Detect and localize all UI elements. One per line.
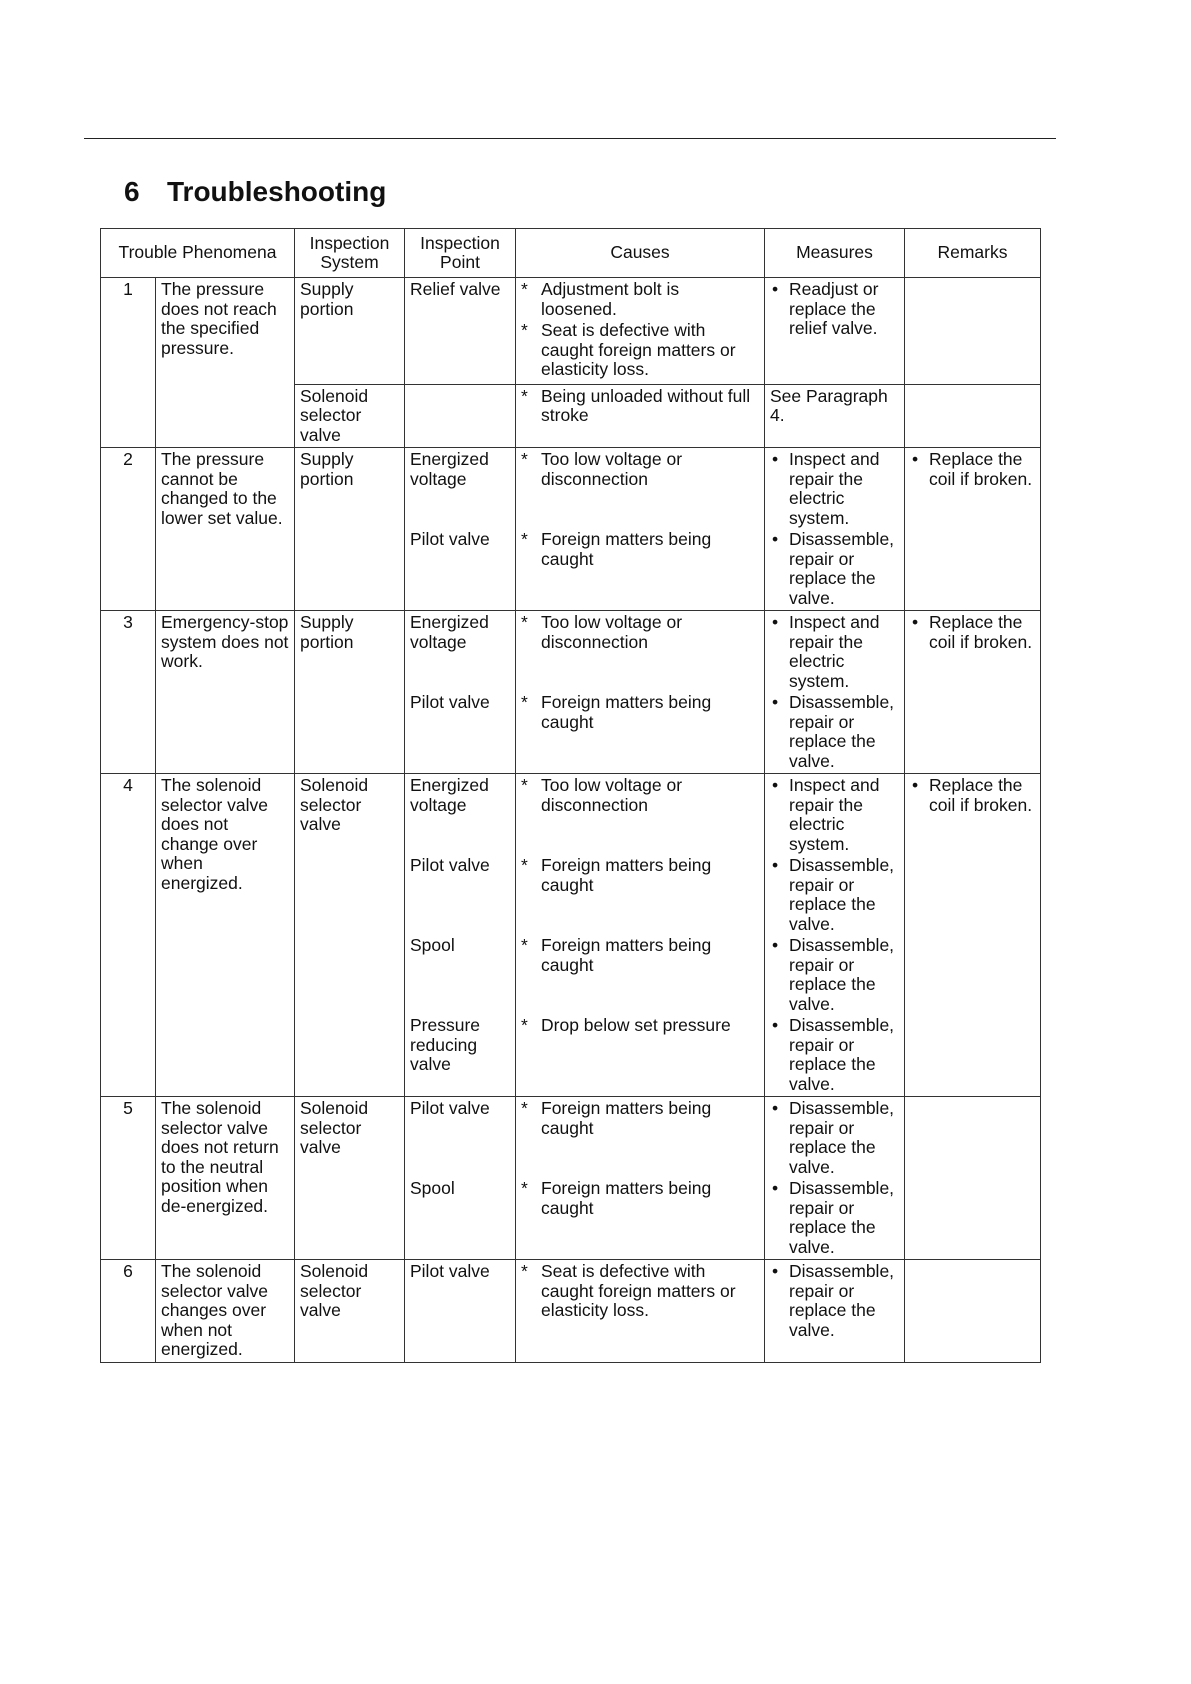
inspection-point: Relief valve bbox=[405, 278, 516, 385]
measures-cell bbox=[765, 448, 905, 611]
measure-item: • Disassemble, repair or replace the valve. bbox=[772, 1015, 895, 1094]
row-number: 4 bbox=[101, 774, 156, 1097]
inspection-point: Energized voltage Pilot valve Spool Pressure reducing valve bbox=[405, 774, 516, 1097]
inspection-point: Pilot valve bbox=[405, 1260, 516, 1363]
remarks-cell bbox=[905, 774, 1041, 1097]
causes-cell bbox=[516, 1260, 765, 1363]
measures-cell bbox=[765, 611, 905, 774]
header-point: Inspection Point bbox=[405, 229, 516, 278]
page-title bbox=[124, 176, 386, 208]
measure-item: • Inspect and repair the electric system. bbox=[772, 449, 880, 528]
header-causes: Causes bbox=[516, 229, 765, 278]
header-remarks: Remarks bbox=[905, 229, 1041, 278]
measure-item: • Disassemble, repair or replace the valve. bbox=[772, 529, 895, 608]
measures-cell bbox=[765, 278, 905, 385]
cause-item: * Seat is defective with caught foreign matters or elasticity loss. bbox=[521, 1261, 736, 1320]
remark-item: • Replace the coil if broken. bbox=[912, 449, 1033, 489]
measures-cell: See Paragraph 4. bbox=[765, 384, 905, 448]
cause-item: * Foreign matters being caught bbox=[521, 1178, 712, 1218]
measure-item: • Disassemble, repair or replace the valve. bbox=[772, 1261, 895, 1340]
remark-item: • Replace the coil if broken. bbox=[912, 775, 1033, 815]
inspection-system: Solenoid selector valve bbox=[295, 1260, 405, 1363]
cause-item: * Too low voltage or disconnection bbox=[521, 449, 683, 489]
table-row bbox=[101, 611, 1041, 774]
row-number: 6 bbox=[101, 1260, 156, 1363]
measure-item: • Inspect and repair the electric system. bbox=[772, 612, 880, 691]
measure-item: • Disassemble, repair or replace the valve. bbox=[772, 692, 895, 771]
row-number: 2 bbox=[101, 448, 156, 611]
top-rule bbox=[84, 138, 1056, 139]
row-number: 3 bbox=[101, 611, 156, 774]
table-row bbox=[101, 774, 1041, 1097]
table-row bbox=[101, 278, 1041, 385]
row-number: 5 bbox=[101, 1097, 156, 1260]
trouble-phenomenon: The pressure does not reach the specified pressure. bbox=[156, 278, 295, 448]
remarks-cell bbox=[905, 1097, 1041, 1260]
trouble-phenomenon: The solenoid selector valve changes over when not energized. bbox=[156, 1260, 295, 1363]
measure-item: • Disassemble, repair or replace the valve. bbox=[772, 1178, 895, 1257]
measure-item: • Disassemble, repair or replace the valve. bbox=[772, 935, 895, 1014]
inspection-point: Energized voltage Pilot valve bbox=[405, 611, 516, 774]
measure-item: • Inspect and repair the electric system. bbox=[772, 775, 880, 854]
causes-cell bbox=[516, 611, 765, 774]
inspection-point: Pilot valve Spool bbox=[405, 1097, 516, 1260]
header-phenomena: Trouble Phenomena bbox=[101, 229, 295, 278]
troubleshooting-table bbox=[100, 228, 1041, 1363]
inspection-point bbox=[405, 384, 516, 448]
cause-item: * Foreign matters being caught bbox=[521, 692, 712, 732]
remark-item: • Replace the coil if broken. bbox=[912, 612, 1033, 652]
remarks-cell bbox=[905, 278, 1041, 385]
causes-cell bbox=[516, 384, 765, 448]
inspection-point: Energized voltage Pilot valve bbox=[405, 448, 516, 611]
table-row bbox=[101, 1097, 1041, 1260]
cause-item: * Too low voltage or disconnection bbox=[521, 612, 683, 652]
remarks-cell bbox=[905, 384, 1041, 448]
cause-item: * Foreign matters being caught bbox=[521, 935, 712, 975]
section-number: 6 bbox=[124, 176, 140, 207]
remarks-cell bbox=[905, 448, 1041, 611]
cause-item: * Foreign matters being caught bbox=[521, 1098, 712, 1138]
header-measures: Measures bbox=[765, 229, 905, 278]
measures-cell bbox=[765, 1260, 905, 1363]
table-row bbox=[101, 448, 1041, 611]
section-title: Troubleshooting bbox=[167, 176, 387, 207]
causes-cell bbox=[516, 448, 765, 611]
measure-item: • Readjust or replace the relief valve. bbox=[772, 279, 879, 338]
trouble-phenomenon: Emergency-stop system does not work. bbox=[156, 611, 295, 774]
inspection-system: Supply portion bbox=[295, 611, 405, 774]
measure-item: • Disassemble, repair or replace the valve. bbox=[772, 855, 895, 934]
inspection-system: Solenoid selector valve bbox=[295, 774, 405, 1097]
inspection-system: Supply portion bbox=[295, 448, 405, 611]
trouble-phenomenon: The solenoid selector valve does not return to the neutral position when de-energized. bbox=[156, 1097, 295, 1260]
inspection-system: Supply portion bbox=[295, 278, 405, 385]
cause-item: * Drop below set pressure bbox=[521, 1015, 731, 1035]
cause-item: * Seat is defective with caught foreign matters or elasticity loss. bbox=[521, 320, 736, 379]
row-number: 1 bbox=[101, 278, 156, 448]
measure-item: • Disassemble, repair or replace the valve. bbox=[772, 1098, 895, 1177]
cause-item: * Too low voltage or disconnection bbox=[521, 775, 683, 815]
remarks-cell bbox=[905, 1260, 1041, 1363]
inspection-system: Solenoid selector valve bbox=[295, 384, 405, 448]
cause-item: * Adjustment bolt is loosened. bbox=[521, 279, 680, 319]
causes-cell bbox=[516, 1097, 765, 1260]
cause-item: * Foreign matters being caught bbox=[521, 529, 712, 569]
trouble-phenomenon: The pressure cannot be changed to the lower set value. bbox=[156, 448, 295, 611]
cause-item: * Being unloaded without full stroke bbox=[521, 385, 751, 425]
table-row bbox=[101, 1260, 1041, 1363]
header-system: Inspection System bbox=[295, 229, 405, 278]
cause-item: * Foreign matters being caught bbox=[521, 855, 712, 895]
table-header-row bbox=[101, 229, 1041, 278]
trouble-phenomenon: The solenoid selector valve does not change over when energized. bbox=[156, 774, 295, 1097]
inspection-system: Solenoid selector valve bbox=[295, 1097, 405, 1260]
remarks-cell bbox=[905, 611, 1041, 774]
causes-cell bbox=[516, 278, 765, 385]
causes-cell bbox=[516, 774, 765, 1097]
measures-cell bbox=[765, 774, 905, 1097]
measures-cell bbox=[765, 1097, 905, 1260]
